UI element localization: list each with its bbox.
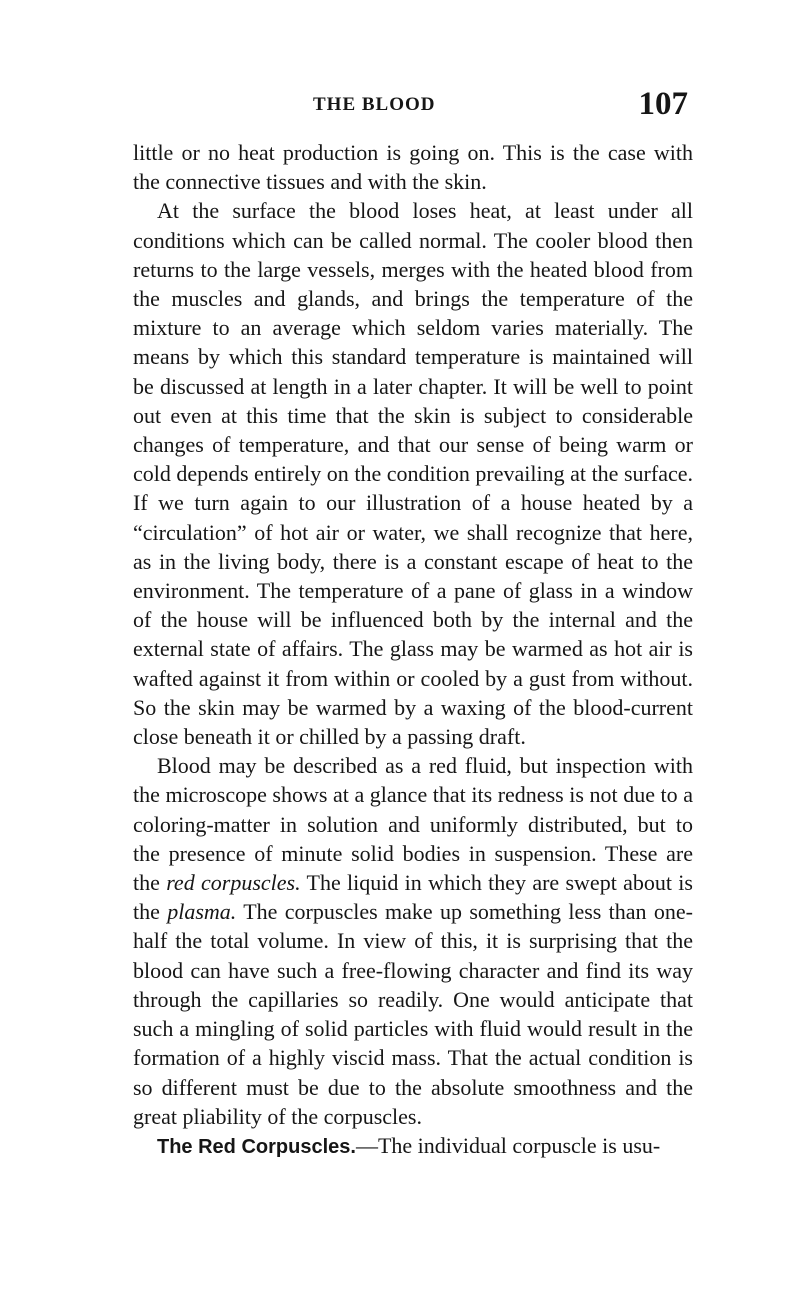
paragraph-text: Blood may be described as a red fluid, but inspection with the microscope shows at a glance that its redness is not due to a coloring-matter in solution and uniformly distributed, but to the presence of minute solid bodies in suspension. These are the [133, 753, 693, 896]
body-text [133, 138, 693, 1162]
paragraph-text: The liquid in which they are swept about is the [133, 870, 693, 925]
section-heading: The Red Corpuscles. [157, 1135, 356, 1158]
paragraph-red-corpuscles [133, 1131, 693, 1162]
term-plasma: plasma. [167, 899, 237, 925]
running-title: THE BLOOD [313, 94, 436, 115]
paragraph-heat-loss: At the surface the blood loses heat, at least under all conditions which can be called normal. The cooler blood then returns to the large vessels, merges with the heated blood from the muscles and glands, and brings the temperature of the mixture to an average which seldom varies materially. The means by which this standard temperature is maintained will be discussed at length in a later chapter. It will be well to point out even at this time that the skin is subject to considerable changes of temperature, and that our sense of being warm or cold depends entirely on the condition prevailing at the surface. If we turn again to our illustration of a house heated by a “circulation” of hot air or water, we shall recognize that here, as in the living body, there is a constant escape of heat to the environment. The temperature of a pane of glass in a window of the house will be influenced both by the internal and the external state of affairs. The glass may be warmed as hot air is wafted against it from within or cooled by a gust from without. So the skin may be warmed by a waxing of the blood-current close beneath it or chilled by a passing draft. [133, 198, 693, 750]
paragraph-continuation: little or no heat production is going on. This is the case with the connective tissues and with the skin. [133, 140, 693, 195]
paragraph-text: —The individual corpuscle is usu- [355, 1132, 661, 1158]
running-head [190, 86, 690, 126]
paragraph-blood-description [133, 751, 693, 1131]
paragraph-text: The corpuscles make up something less than one-half the total volume. In view of this, it is surprising that the blood can have such a free-flowing character and find its way through the capillaries so readily. One would anticipate that such a mingling of solid particles with fluid would result in the formation of a highly viscid mass. That the actual condition is so different must be due to the absolute smoothness and the great pliability of the corpuscles. [133, 899, 693, 1129]
term-red-corpuscles: red corpuscles. [166, 870, 301, 896]
page-number: 107 [638, 86, 688, 122]
